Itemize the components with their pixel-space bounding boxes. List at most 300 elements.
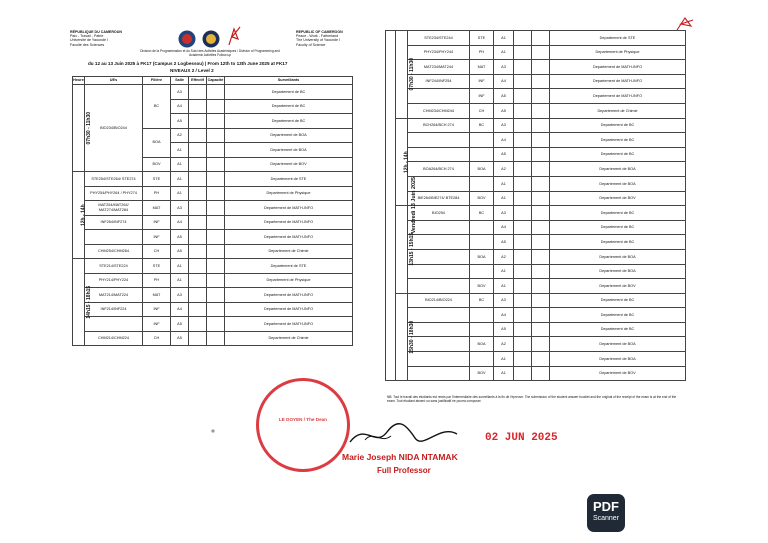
surveillant-cell: Departement de BOV [225,157,353,172]
ue-cell [408,89,470,104]
surveillant-cell: Departement de MATH-INFO [225,215,353,230]
ue-cell: MAT214/MAT224 [85,288,143,303]
salle-cell: A1 [494,191,514,206]
surveillant-cell: Departement de Chimie [550,103,686,118]
surveillant-cell: Departement de MATH-INFO [225,288,353,303]
effectif-cell [189,244,207,259]
capacite-cell [207,99,225,114]
table-row [73,317,353,332]
table-row [73,273,353,288]
filiere-cell: MAT [143,201,171,216]
capacite-cell [207,186,225,201]
ue-cell [408,337,470,352]
official-stamp [256,378,350,472]
ue-cell: BIO214/BIO224 [408,293,470,308]
header-faculty: Faculté des Sciences [70,42,105,47]
filiere-cell: BOV [470,279,494,294]
level-line: NIVEAUX 2 / Level 2 [170,68,214,73]
table-row [386,162,686,177]
badge-line2: Scanner [592,515,620,522]
time-slot-cell [73,259,93,346]
ue-cell: CHM214/CHM224 [85,331,143,346]
filiere-cell [470,352,494,367]
capacite-cell [532,235,550,250]
ue-cell [408,308,470,323]
right-page [342,0,700,480]
table-row [386,89,686,104]
salle-cell: A5 [171,331,189,346]
capacite-cell [532,103,550,118]
filiere-cell: CH [470,103,494,118]
table-row [386,352,686,367]
surveillant-cell: Departement de STE [225,172,353,187]
salle-cell: A4 [494,133,514,148]
salle-cell: A1 [171,143,189,158]
effectif-cell [189,273,207,288]
surveillant-cell: Departement de BC [550,235,686,250]
surveillant-cell: Departement de BC [550,206,686,221]
capacite-cell [532,176,550,191]
table-row [73,85,353,100]
capacite-cell [532,133,550,148]
filiere-cell: PH [143,273,171,288]
surveillant-cell: Departement de BC [225,114,353,129]
header-country: RÉPUBLIQUE DU CAMEROUN [70,30,122,34]
table-row [73,244,353,259]
table-row [386,45,686,60]
capacite-cell [207,201,225,216]
capacite-cell [532,249,550,264]
salle-cell: A5 [494,235,514,250]
stamp-text: LE DOYEN / The Dean [279,417,327,422]
column-header: Filière [143,77,171,85]
salle-cell: A1 [171,186,189,201]
salle-cell: A3 [494,118,514,133]
capacite-cell [532,366,550,381]
surveillant-cell: Departement de BOA [550,249,686,264]
effectif-cell [189,143,207,158]
header-country-en: REPUBLIC OF CAMEROON [296,30,343,34]
capacite-cell [207,128,225,143]
salle-cell: A4 [171,302,189,317]
effectif-cell [514,89,532,104]
filiere-cell [470,264,494,279]
ue-cell: STE234/STE244 [408,31,470,46]
table-row [386,337,686,352]
surveillant-cell: Departement de BOV [550,366,686,381]
filiere-cell [470,133,494,148]
surveillant-cell: Departement de BC [550,293,686,308]
surveillant-cell: Departement de BC [550,308,686,323]
effectif-cell [514,162,532,177]
day-label: Vendredi 13 Juin 2025 [410,177,417,234]
effectif-cell [514,191,532,206]
table-header-row [73,77,353,85]
capacite-cell [532,308,550,323]
time-slot-label: 14h15 - 18h15 [86,285,93,319]
surveillant-cell: Departement de BC [550,147,686,162]
capacite-cell [207,273,225,288]
surveillant-cell: Departement de BOA [550,176,686,191]
table-row [386,191,686,206]
filiere-cell: BC [143,85,171,129]
effectif-cell [189,99,207,114]
surveillant-cell: Departement de BC [225,99,353,114]
capacite-cell [207,114,225,129]
capacite-cell [532,279,550,294]
table-row [73,302,353,317]
time-slot-cell [396,206,416,294]
effectif-cell [514,103,532,118]
ue-cell [408,322,470,337]
surveillant-cell: Departement de Physique [550,45,686,60]
filiere-cell [470,147,494,162]
capacite-cell [207,331,225,346]
footnote-text: NB: Tout le travail des étudiants est remis par l'intermédiaire des surveillants à la fin de l'épreuve. The submission of the student answer booklet and the original of the receipt of the exam is at the end of the exam. Tout étudiant absent ou sans justificatif ne pourra composer. [387,395,677,403]
capacite-cell [207,143,225,158]
filiere-cell [470,220,494,235]
salle-cell: A4 [171,99,189,114]
punch-hole-icon [210,428,216,434]
filiere-cell: BC [470,206,494,221]
effectif-cell [189,331,207,346]
header-motto: Paix - Travail - Patrie [70,34,104,39]
ue-cell [408,133,470,148]
capacite-cell [532,322,550,337]
capacite-cell [207,317,225,332]
surveillant-cell: Departement de BOA [550,337,686,352]
effectif-cell [514,235,532,250]
table-row [386,118,686,133]
capacite-cell [532,337,550,352]
left-header-en [296,30,343,47]
table-row [73,172,353,187]
surveillant-cell: Departement de MATH-INFO [550,74,686,89]
surveillant-cell: Departement de BC [550,322,686,337]
effectif-cell [189,215,207,230]
salle-cell: A1 [494,352,514,367]
table-row [73,331,353,346]
surveillant-cell: Departement de BOA [550,352,686,367]
ue-cell: BIO234/BIO244 [85,85,143,172]
salle-cell: A1 [494,31,514,46]
salle-cell: A4 [494,220,514,235]
effectif-cell [514,118,532,133]
capacite-cell [532,118,550,133]
initials-scribble-icon [226,25,242,47]
filiere-cell: MAT [470,60,494,75]
effectif-cell [514,74,532,89]
capacite-cell [207,259,225,274]
capacite-cell [532,147,550,162]
surveillant-cell: Departement de BOV [550,279,686,294]
time-slot-label: 12h - 14h [403,151,410,173]
table-row [386,308,686,323]
salle-cell: A1 [171,273,189,288]
ue-cell: INF264/INF274 [85,215,143,230]
surveillant-cell: Departement de BC [225,85,353,100]
ue-cell: CHM234/CHM244 [408,103,470,118]
filiere-cell: MAT [143,288,171,303]
filiere-cell: BOA [470,337,494,352]
left-page [60,0,360,480]
effectif-cell [514,293,532,308]
capacite-cell [532,206,550,221]
effectif-cell [514,352,532,367]
ue-cell: PHY254/PHY264 / PHY274 [85,186,143,201]
capacite-cell [532,45,550,60]
table-row [73,259,353,274]
effectif-cell [514,220,532,235]
time-slot-label: 07h30 - 11h30 [409,58,416,91]
salle-cell: A5 [171,244,189,259]
ue-cell: CHM254/CHM264 [85,244,143,259]
table-row [386,60,686,75]
effectif-cell [514,337,532,352]
capacite-cell [207,230,225,245]
salle-cell: A5 [494,147,514,162]
ue-cell [85,230,143,245]
column-header: Capacité [207,77,225,85]
filiere-cell: PH [143,186,171,201]
effectif-cell [189,114,207,129]
filiere-cell: STE [470,31,494,46]
table-row [386,31,686,46]
surveillant-cell: Departement de Physique [225,186,353,201]
filiere-cell: INF [143,317,171,332]
effectif-cell [189,317,207,332]
effectif-cell [514,133,532,148]
capacite-cell [532,89,550,104]
pdf-scanner-logo [587,494,625,532]
ue-cell: MAT254/MAT264/ MAT274/MAT284 [85,201,143,216]
capacite-cell [207,244,225,259]
header-motto-en: Peace - Work - Fatherland [296,34,339,39]
ue-cell: BOA264/BCH 274 [408,162,470,177]
salle-cell: A2 [494,249,514,264]
ue-cell [408,352,470,367]
effectif-cell [514,206,532,221]
effectif-cell [189,259,207,274]
table-row [386,322,686,337]
surveillant-cell: Departement de BOA [225,143,353,158]
effectif-cell [514,176,532,191]
filiere-cell [470,322,494,337]
salle-cell: A2 [494,337,514,352]
effectif-cell [514,366,532,381]
capacite-cell [532,162,550,177]
table-row [386,176,686,191]
surveillant-cell: Departement de STE [550,31,686,46]
capacite-cell [207,302,225,317]
table-row [386,147,686,162]
filiere-cell [470,235,494,250]
surveillant-cell: Departement de MATH-INFO [225,302,353,317]
effectif-cell [514,264,532,279]
effectif-cell [189,186,207,201]
table-row [386,133,686,148]
salle-cell: A1 [494,176,514,191]
salle-cell: A1 [494,279,514,294]
salle-cell: A5 [494,89,514,104]
salle-cell: A1 [494,264,514,279]
surveillant-cell: Departement de Chimie [225,244,353,259]
surveillant-cell: Departement de MATH-INFO [225,317,353,332]
salle-cell: A2 [494,162,514,177]
capacite-cell [207,215,225,230]
table-row [73,186,353,201]
time-slot-label: 13h15 - 15h15 [409,233,416,266]
salle-cell: A3 [171,85,189,100]
ue-cell [408,264,470,279]
column-header: Salle [171,77,189,85]
column-header: Effectif [189,77,207,85]
salle-cell: A1 [171,172,189,187]
table-row [386,103,686,118]
ue-cell [85,317,143,332]
capacite-cell [207,172,225,187]
signatory-name: Marie Joseph NIDA NTAMAK [342,452,458,462]
capacite-cell [532,352,550,367]
table-row [73,215,353,230]
effectif-cell [514,147,532,162]
table-row [386,264,686,279]
filiere-cell: BOV [470,366,494,381]
table-row [386,220,686,235]
time-slot-label: 12h - 14h [80,204,87,226]
ue-cell: INF244/INF254 [408,74,470,89]
capacite-cell [532,220,550,235]
left-schedule-table [72,76,353,346]
capacite-cell [532,31,550,46]
column-header: UEs [85,77,143,85]
effectif-cell [189,157,207,172]
header-university: Université de Yaoundé I [70,38,109,43]
surveillant-cell: Departement de Chimie [225,331,353,346]
table-row [386,249,686,264]
surveillant-cell: Departement de MATH-INFO [225,201,353,216]
filiere-cell: BOA [470,249,494,264]
salle-cell: A5 [494,103,514,118]
effectif-cell [189,230,207,245]
salle-cell: A2 [171,128,189,143]
effectif-cell [514,308,532,323]
ue-cell [408,147,470,162]
surveillant-cell: Departement de MATH-INFO [550,60,686,75]
surveillant-cell: Departement de BC [550,220,686,235]
ue-cell: BIO254 [408,206,470,221]
filiere-cell [470,308,494,323]
table-row [73,230,353,245]
ue-cell [408,235,470,250]
capacite-cell [207,157,225,172]
salle-cell: A1 [494,45,514,60]
filiere-cell: STE [143,259,171,274]
ue-cell: BIE264/BIE274/ BTE284 [408,191,470,206]
salle-cell: A5 [171,114,189,129]
filiere-cell: CH [143,244,171,259]
time-slot-cell [396,31,416,119]
ue-cell: STE214/STE224 [85,259,143,274]
salle-cell: A4 [494,74,514,89]
ue-cell [408,279,470,294]
filiere-cell: INF [470,74,494,89]
time-slot-cell [73,85,93,172]
date-stamp: 02 JUN 2025 [485,432,558,444]
salle-cell: A1 [494,366,514,381]
effectif-cell [189,302,207,317]
capacite-cell [207,85,225,100]
column-header: Surveillants [225,77,353,85]
table-row [386,366,686,381]
column-header: Heure [73,77,85,85]
filiere-cell: BOA [470,162,494,177]
filiere-cell: INF [470,89,494,104]
filiere-cell: BC [470,118,494,133]
capacite-cell [532,293,550,308]
capacite-cell [532,74,550,89]
surveillant-cell: Departement de Physique [225,273,353,288]
ue-cell: PHY214/PHY224 [85,273,143,288]
salle-cell: A4 [171,215,189,230]
salle-cell: A5 [171,230,189,245]
ue-cell: PHY234/PHY244 [408,45,470,60]
right-schedule-table [385,30,686,381]
salle-cell: A1 [171,157,189,172]
salle-cell: A3 [494,293,514,308]
time-slot-cell [396,293,416,381]
salle-cell: A3 [494,206,514,221]
time-slot-cell [73,172,85,259]
signatory-title: Full Professor [377,466,431,475]
effectif-cell [189,128,207,143]
capacite-cell [532,191,550,206]
surveillant-cell: Departement de BC [550,118,686,133]
surveillant-cell: Departement de BOV [550,191,686,206]
capacite-cell [207,288,225,303]
filiere-cell: INF [143,230,171,245]
surveillant-cell: Departement de MATH-INFO [225,230,353,245]
signature-scribble-icon [345,420,465,450]
effectif-cell [189,288,207,303]
effectif-cell [514,249,532,264]
effectif-cell [189,85,207,100]
filiere-cell: INF [143,215,171,230]
ue-cell: STE254/STE264/ STE274 [85,172,143,187]
salle-cell: A3 [494,60,514,75]
salle-cell: A4 [494,308,514,323]
salle-cell: A3 [171,288,189,303]
salle-cell: A5 [171,317,189,332]
effectif-cell [189,201,207,216]
header-university-en: The University of Yaounde I [296,38,341,43]
surveillant-cell: Departement de BC [550,133,686,148]
effectif-cell [514,31,532,46]
filiere-cell: CH [143,331,171,346]
surveillant-cell: Departement de MATH-INFO [550,89,686,104]
effectif-cell [514,60,532,75]
table-row [386,293,686,308]
filiere-cell: BC [470,293,494,308]
filiere-cell: INF [143,302,171,317]
effectif-cell [514,45,532,60]
time-slot-label: 15h30 - 18h30 [409,320,416,354]
filiere-cell [470,176,494,191]
division-line: Division de la Programmation et du Suivi des Activités Académiques / Division of Programming and Academic Activities Follow-up [140,49,280,57]
salle-cell: A1 [171,259,189,274]
table-row [386,235,686,250]
ue-cell: MAT234/MAT244 [408,60,470,75]
